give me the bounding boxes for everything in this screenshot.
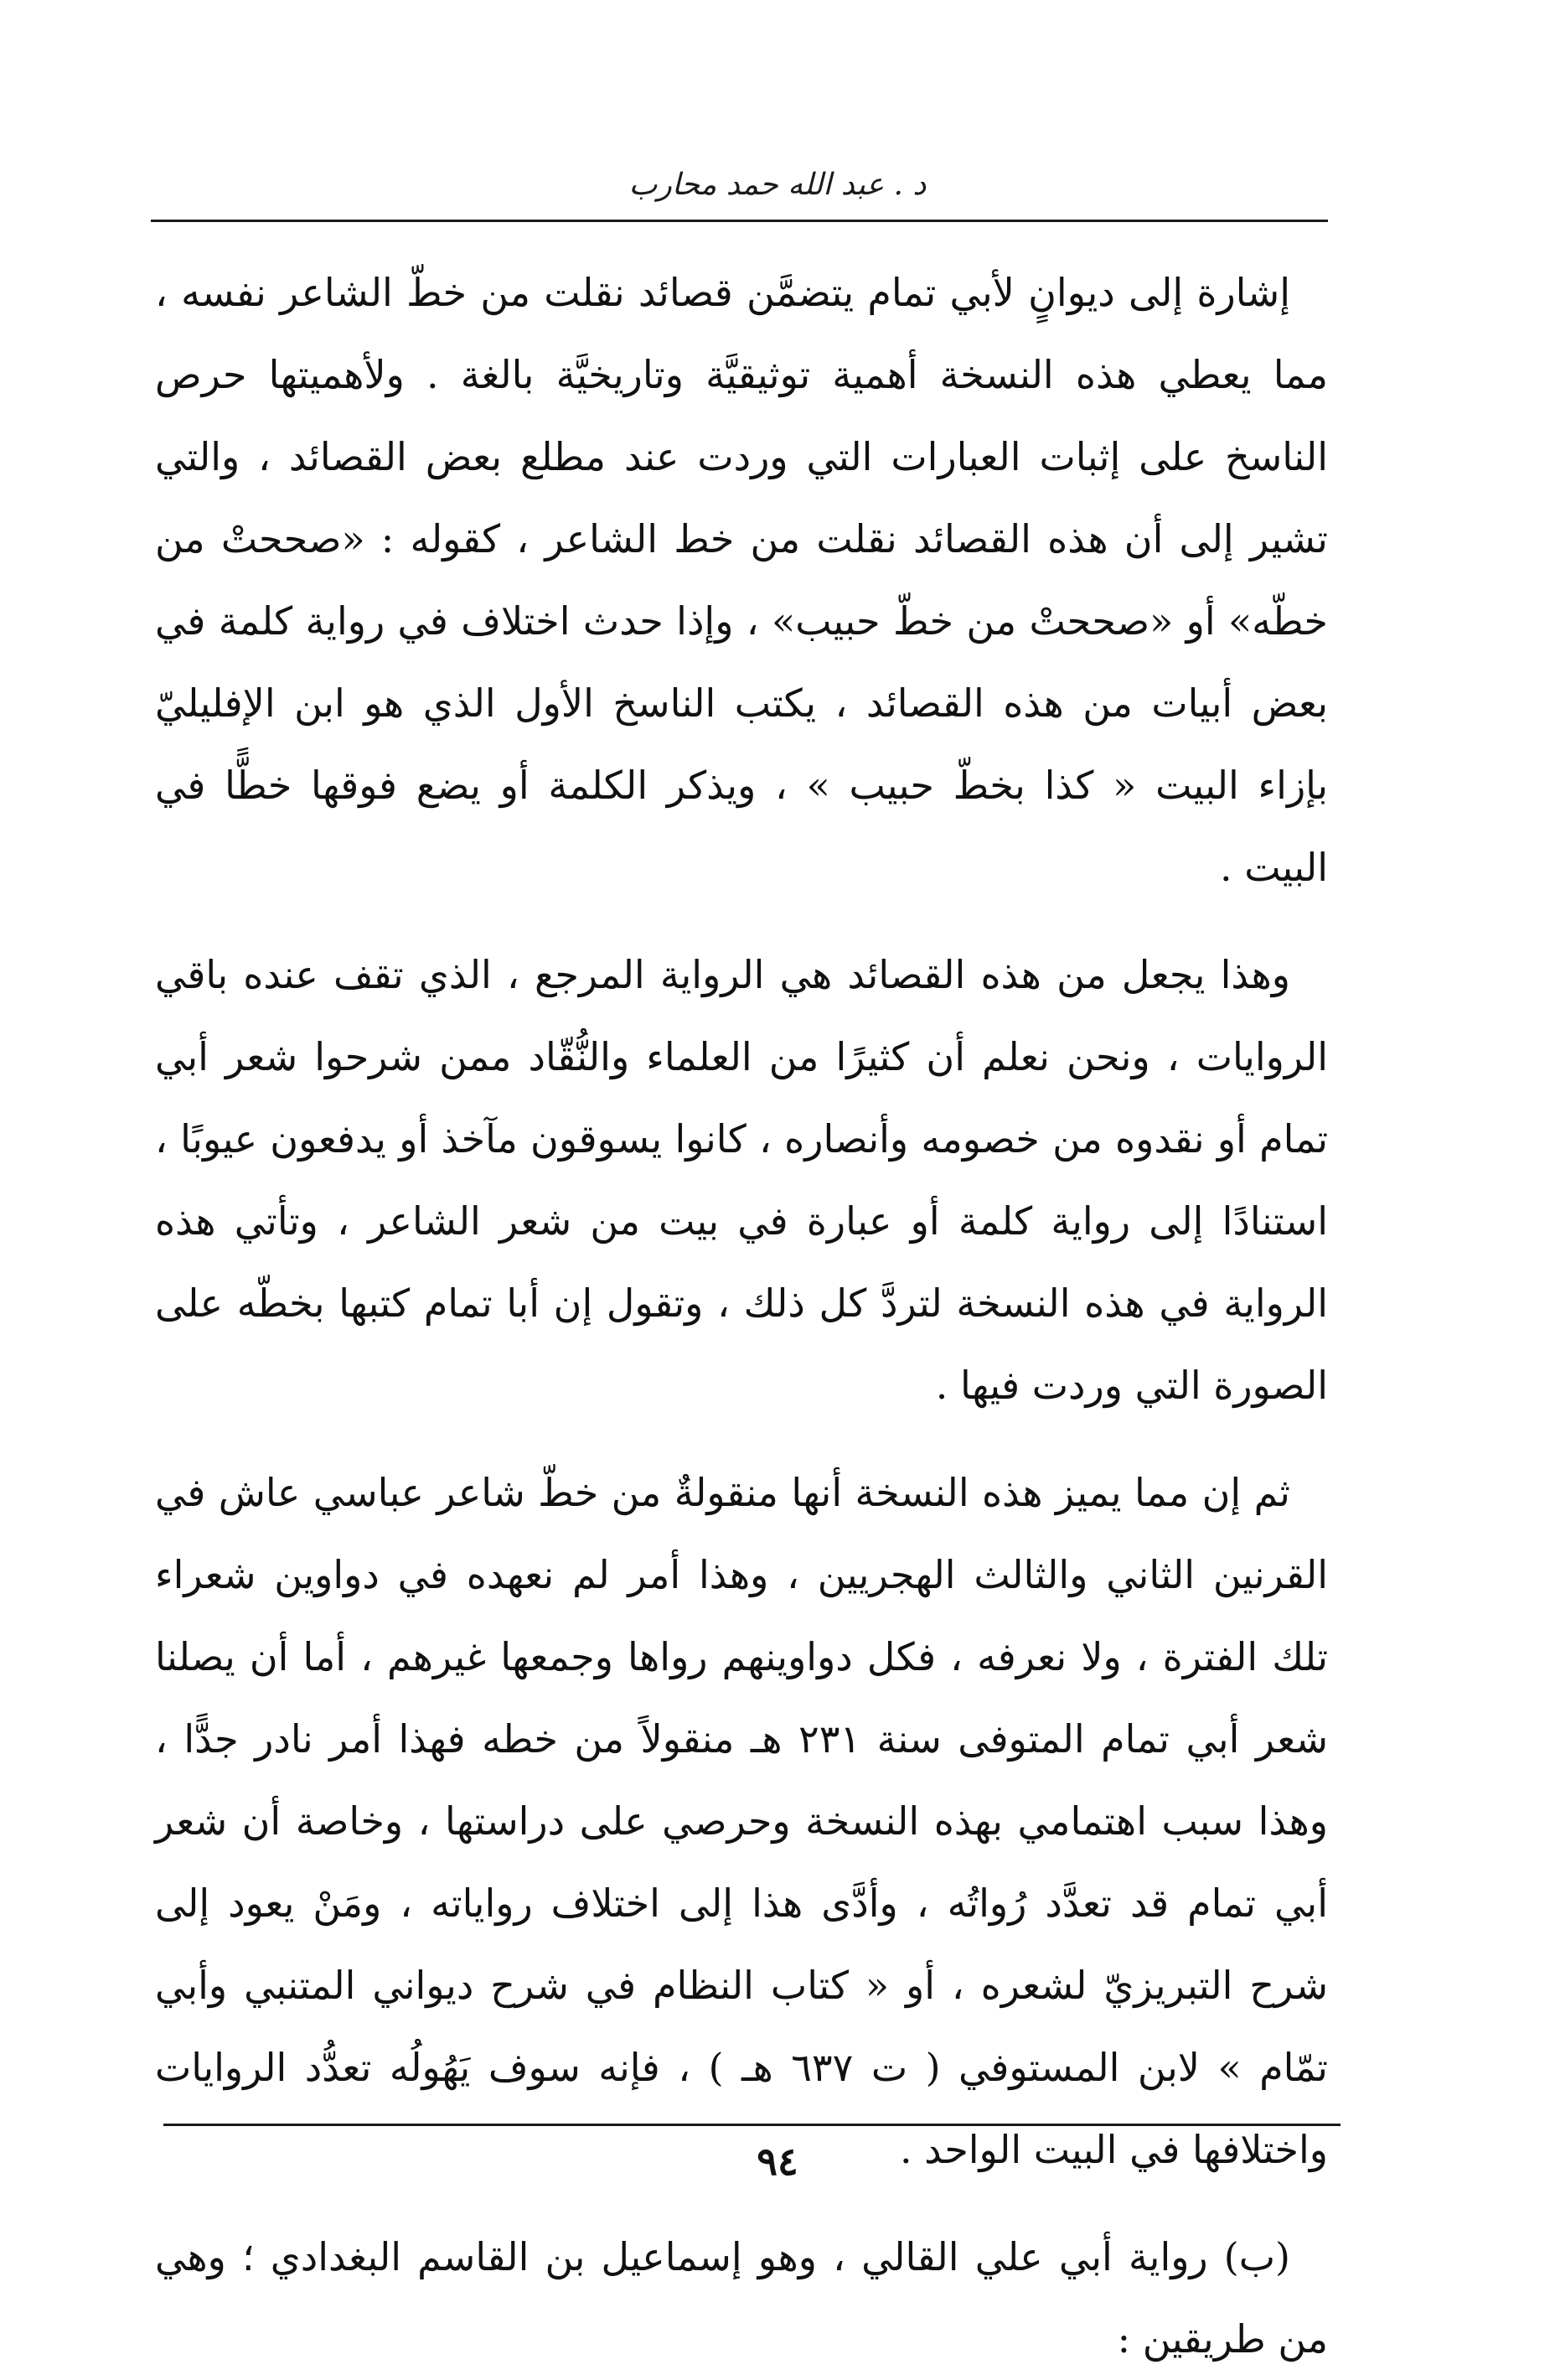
body-text: [155, 251, 1328, 2380]
paragraph-3: ثم إن مما يميز هذه النسخة أنها منقولةٌ من خطّ شاعر عباسي عاش في القرنين الثاني والثالث الهجريين ، وهذا أمر لم نعهده في دواوين شعراء تلك الفترة ، ولا نعرفه ، فكل دواوينهم رواها وجمعها غيرهم ، أما أن يصلنا شعر أبي تمام المتوفى سنة ٢٣١ هـ منقولاً من خطه فهذا أمر نادر جدًّا ، وهذا سبب اهتمامي بهذه النسخة وحرصي على دراستها ، وخاصة أن شعر أبي تمام قد تعدَّد رُواتُه ، وأدَّى هذا إلى اختلاف رواياته ، ومَنْ يعود إلى شرح التبريزيّ لشعره ، أو « كتاب النظام في شرح ديواني المتنبي وأبي تمّام » لابن المستوفي ( ت ٦٣٧ هـ ) ، فإنه سوف يَهُولُه تعدُّد الروايات واختلافها في البيت الواحد .: [155, 1470, 1328, 2172]
footer-rule: [163, 2124, 1341, 2126]
paragraph-4: (ب) رواية أبي علي القالي ، وهو إسماعيل بن القاسم البغدادي ؛ وهي من طريقين :: [155, 2234, 1328, 2362]
paragraph-1: إشارة إلى ديوانٍ لأبي تمام يتضمَّن قصائد نقلت من خطّ الشاعر نفسه ، مما يعطي هذه النسخة أهمية توثيقيَّة وتاريخيَّة بالغة . ولأهميتها حرص الناسخ على إثبات العبارات التي وردت عند مطلع بعض القصائد ، والتي تشير إلى أن هذه القصائد نقلت من خط الشاعر ، كقوله : «صححتْ من خطّه» أو «صححتْ من خطّ حبيب» ، وإذا حدث اختلاف في رواية كلمة في بعض أبيات من هذه القصائد ، يكتب الناسخ الأول الذي هو ابن الإفليليّ بإزاء البيت « كذا بخطّ حبيب » ، ويذكر الكلمة أو يضع فوقها خطًّا في البيت .: [155, 270, 1328, 890]
header-rule: [151, 220, 1328, 222]
paragraph-2: وهذا يجعل من هذه القصائد هي الرواية المرجع ، الذي تقف عنده باقي الروايات ، ونحن نعلم أن كثيرًا من العلماء والنُّقّاد ممن شرحوا شعر أبي تمام أو نقدوه من خصومه وأنصاره ، كانوا يسوقون مآخذ أو يدفعون عيوبًا ، استنادًا إلى رواية كلمة أو عبارة في بيت من شعر الشاعر ، وتأتي هذه الرواية في هذه النسخة لتردَّ كل ذلك ، وتقول إن أبا تمام كتبها بخطّه على الصورة التي وردت فيها .: [155, 952, 1328, 1408]
page-number: ٩٤: [757, 2139, 798, 2184]
running-head-author: د . عبد الله حمد محارب: [628, 168, 927, 202]
